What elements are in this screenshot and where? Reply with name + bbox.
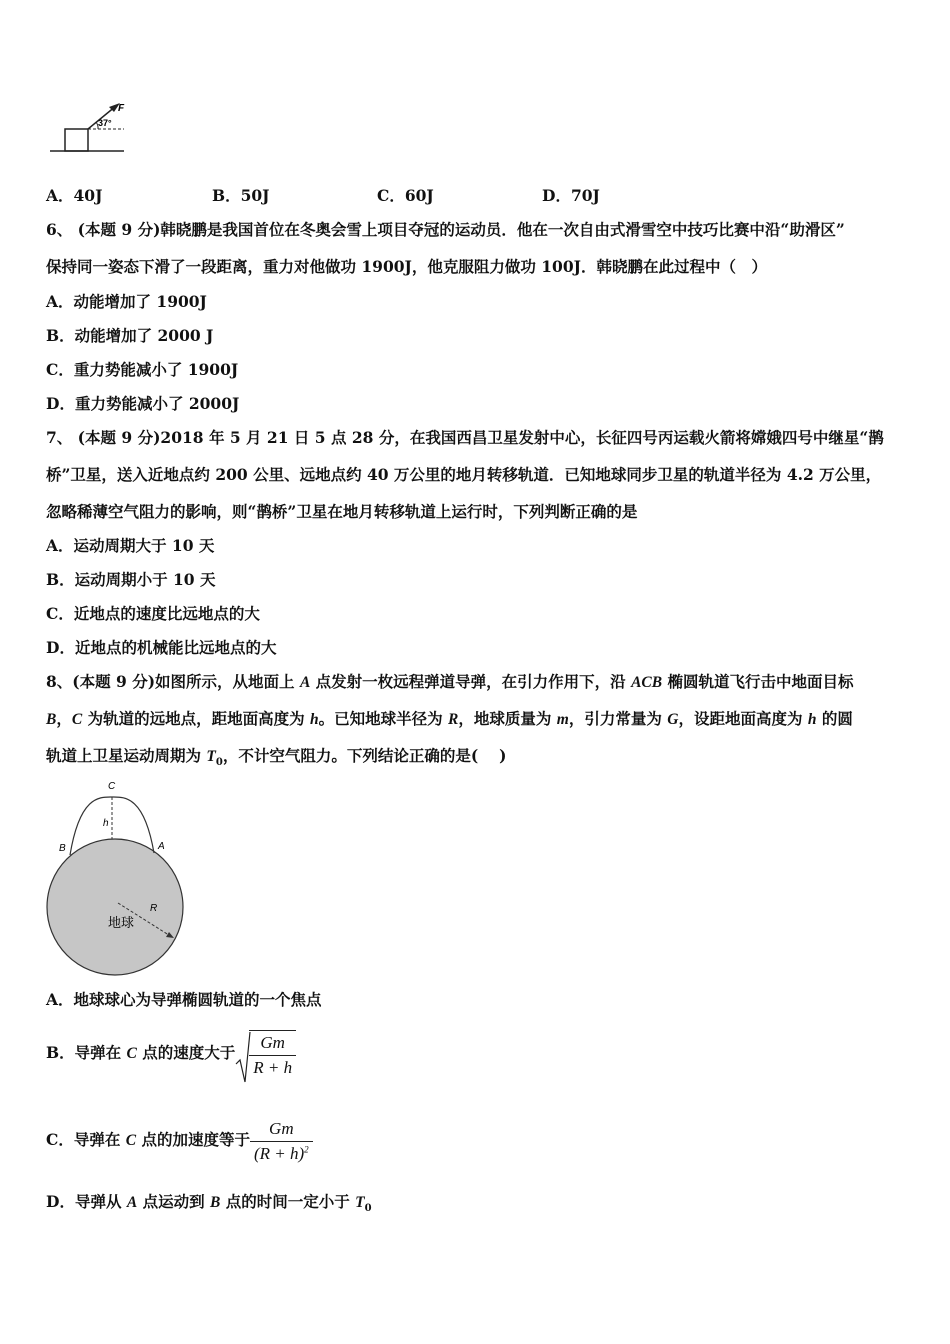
label-earth: 地球 <box>108 915 135 930</box>
earth-circle <box>47 839 183 975</box>
label-b: B <box>59 843 66 854</box>
label-a: A <box>158 841 165 852</box>
q8-option-d: D．导弹从 A 点运动到 B 点的时间一定小于 $T_0$ <box>46 1192 372 1215</box>
earth-orbit-diagram <box>40 775 200 985</box>
q7-option-b: B．运动周期小于 10 天 <box>46 570 216 589</box>
q6-option-a: A．动能增加了 1900J <box>46 292 207 311</box>
sqrt-expression: $\frac{Gm}{R + h}$ <box>235 1030 296 1078</box>
q7-option-a: A．运动周期大于 10 天 <box>46 536 215 555</box>
q8-stem-line3: 轨道上卫星运动周期为 $T_0$，不计空气阻力。下列结论正确的是( ) <box>46 746 507 769</box>
block <box>65 129 88 151</box>
q8-stem-line2: B，C 为轨道的远地点，距地面高度为 h。已知地球半径为 R，地球质量为 m，引力常量为 G，设距地面高度为 h 的圆 <box>46 709 853 728</box>
acceleration-fraction: $\frac{Gm}{(R + h)^2}$ <box>250 1119 313 1164</box>
label-r: R <box>150 903 158 914</box>
force-label: F <box>118 103 125 114</box>
q7-stem-line3: 忽略稀薄空气阻力的影响，则“鹊桥”卫星在地月转移轨道上运行时，下列判断正确的是 <box>46 502 638 521</box>
q6-stem-line2: 保持同一姿态下滑了一段距离，重力对他做功 1900J，他克服阻力做功 100J．韩晓鹏在此过程中（ ） <box>46 257 767 276</box>
label-c: C <box>108 781 116 792</box>
q7-option-d: D．近地点的机械能比远地点的大 <box>46 638 277 657</box>
angle-label: 37° <box>98 118 112 128</box>
q7-option-c: C．近地点的速度比远地点的大 <box>46 604 260 623</box>
q6-option-b: B．动能增加了 2000 J <box>46 326 214 345</box>
q7-stem-line2: 桥”卫星，送入近地点约 200 公里、远地点约 40 万公里的地月转移轨道．已知地球同步卫星的轨道半径为 4.2 万公里， <box>46 465 882 484</box>
q7-stem-line1: 7、 (本题 9 分)2018 年 5 月 21 日 5 点 28 分，在我国西昌卫星发射中心，长征四号丙运载火箭将嫦娥四号中继星“鹊 <box>46 428 884 447</box>
q5-option-d: D．70J <box>542 186 600 205</box>
q6-stem-line1: 6、 (本题 9 分)韩晓鹏是我国首位在冬奥会雪上项目夺冠的运动员．他在一次自由式滑雪空中技巧比赛中沿“助滑区” <box>46 220 845 239</box>
q6-option-c: C．重力势能减小了 1900J <box>46 360 239 379</box>
q8-stem-line1: 8、(本题 9 分)如图所示，从地面上 A 点发射一枚远程弹道导弹，在引力作用下，沿 ACB 椭圆轨道飞行击中地面目标 <box>46 672 854 691</box>
q5-option-c: C．60J <box>377 186 434 205</box>
force-diagram <box>46 98 136 158</box>
q6-option-d: D．重力势能减小了 2000J <box>46 394 240 413</box>
q8-option-c: C．导弹在 C 点的加速度等于 $\frac{Gm}{(R + h)^2}$ <box>46 1108 313 1172</box>
q8-option-a: A．地球球心为导弹椭圆轨道的一个焦点 <box>46 990 322 1009</box>
label-h: h <box>103 818 109 829</box>
q5-option-b: B．50J <box>212 186 270 205</box>
q5-option-a: A．40J <box>46 186 103 205</box>
q8-option-b: B．导弹在 C 点的速度大于 $\frac{Gm}{R + h}$ <box>46 1023 296 1083</box>
